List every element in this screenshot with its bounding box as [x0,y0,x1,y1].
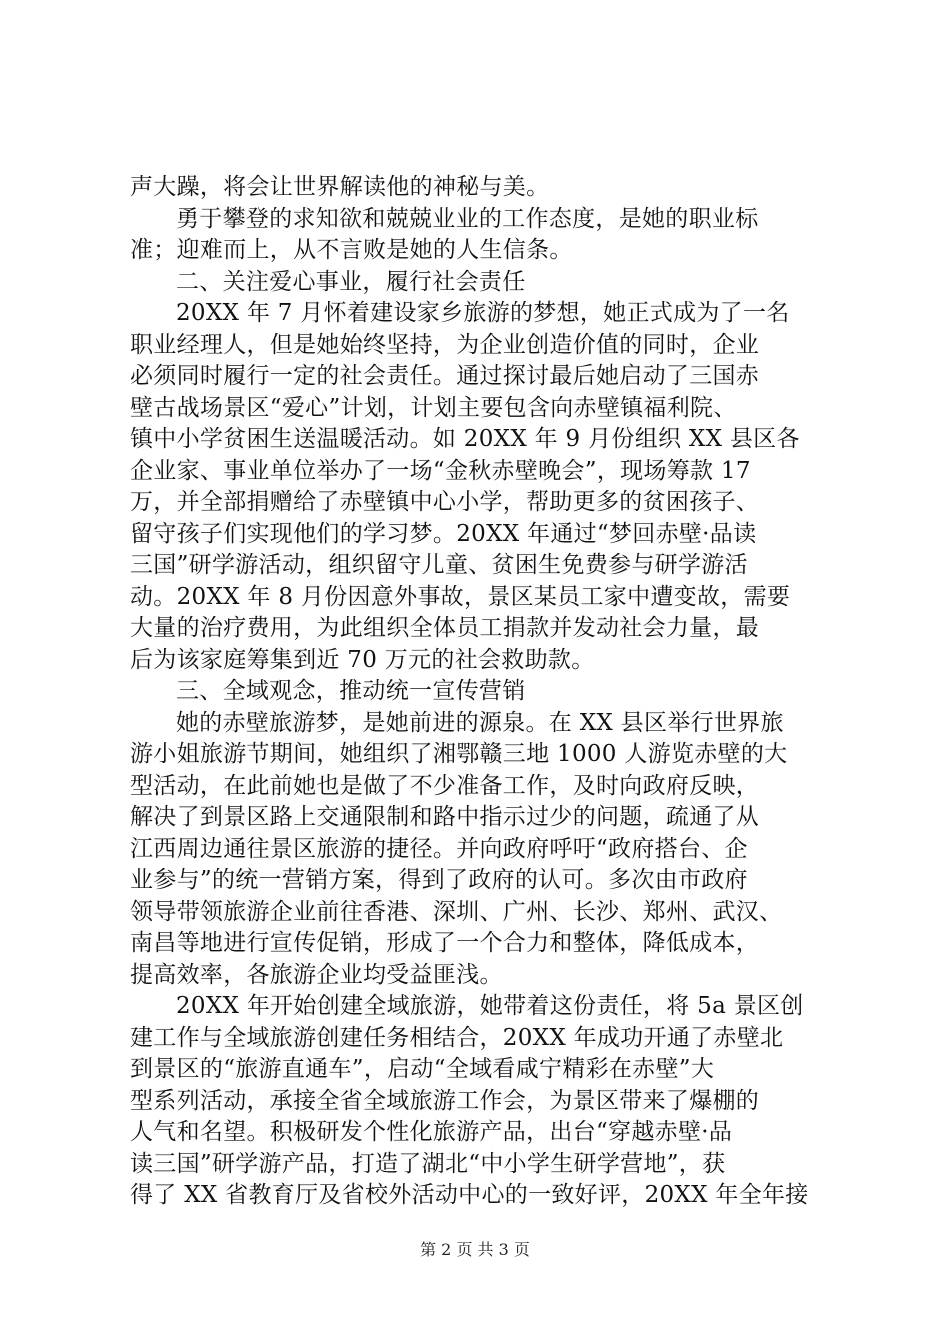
text-line: 到景区的“旅游直通车”，启动“全域看咸宁精彩在赤壁”大 [130,1056,715,1082]
text-line: 留守孩子们实现他们的学习梦。20XX 年通过“梦回赤壁·品读 [130,520,757,547]
text-line: 万，并全部捐赠给了赤壁镇中心小学，帮助更多的贫困孩子、 [130,489,760,515]
text-line: 企业家、事业单位举办了一场“金秋赤壁晚会”，现场筹款 17 [130,457,751,484]
document-body [130,172,842,1212]
text-line: 必须同时履行一定的社会责任。通过探讨最后她启动了三国赤 [130,363,760,389]
section-heading: 三、全域观念，推动统一宣传营销 [176,678,526,704]
text-line: 声大躁，将会让世界解读他的神秘与美。 [130,174,550,200]
paragraph-start-line: 20XX 年开始创建全域旅游，她带着这份责任，将 5a 景区创 [176,993,804,1019]
text-line: 业参与”的统一营销方案，得到了政府的认可。多次由市政府 [130,867,748,893]
text-line: 南昌等地进行宣传促销，形成了一个合力和整体，降低成本， [130,930,760,956]
text-line: 动。20XX 年 8 月份因意外事故，景区某员工家中遭变故，需要 [130,583,791,610]
page-number-footer: 第 2 页 共 3 页 [420,1240,530,1259]
text-line: 人气和名望。积极研发个性化旅游产品，出台“穿越赤壁·品 [130,1119,733,1145]
text-line: 准；迎难而上，从不言败是她的人生信条。 [130,237,573,263]
text-line: 建工作与全域旅游创建任务相结合，20XX 年成功开通了赤壁北 [130,1024,784,1051]
text-line: 提高效率，各旅游企业均受益匪浅。 [130,961,503,988]
text-line: 三国”研学游活动，组织留守儿童、贫困生免费参与研学游活 [130,552,748,578]
text-line: 职业经理人，但是她始终坚持，为企业创造价值的同时，企业 [130,331,760,358]
section-heading: 二、关注爱心事业，履行社会责任 [176,268,526,295]
text-line: 解决了到景区路上交通限制和路中指示过少的问题，疏通了从 [130,804,760,830]
text-line: 镇中小学贫困生送温暖活动。如 20XX 年 9 月份组织 XX 县区各 [130,426,800,452]
text-line: 后为该家庭筹集到近 70 万元的社会救助款。 [130,646,595,673]
text-line: 得了 XX 省教育厅及省校外活动中心的一致好评，20XX 年全年接 [130,1182,809,1208]
paragraph-start-line: 勇于攀登的求知欲和兢兢业业的工作态度，是她的职业标 [176,205,759,232]
text-line: 游小姐旅游节期间，她组织了湘鄂赣三地 1000 人游览赤壁的大 [130,741,788,767]
text-line: 江西周边通往景区旅游的捷径。并向政府呼吁“政府搭台、企 [130,835,748,862]
paragraph-start-line: 20XX 年 7 月怀着建设家乡旅游的梦想，她正式成为了一名 [176,300,790,326]
text-line: 壁古战场景区“爱心”计划，计划主要包含向赤壁镇福利院、 [130,394,737,421]
text-line: 领导带领旅游企业前往香港、深圳、广州、长沙、郑州、武汉、 [130,898,783,925]
text-line: 型系列活动，承接全省全域旅游工作会，为景区带来了爆棚的 [130,1087,760,1114]
text-line: 大量的治疗费用，为此组织全体员工捐款并发动社会力量，最 [130,615,760,641]
paragraph-start-line: 她的赤壁旅游梦，是她前进的源泉。在 XX 县区举行世界旅 [176,709,784,736]
text-line: 读三国”研学游产品，打造了湖北“中小学生研学营地”，获 [130,1150,726,1177]
text-line: 型活动，在此前她也是做了不少准备工作，及时向政府反映， [130,772,760,799]
